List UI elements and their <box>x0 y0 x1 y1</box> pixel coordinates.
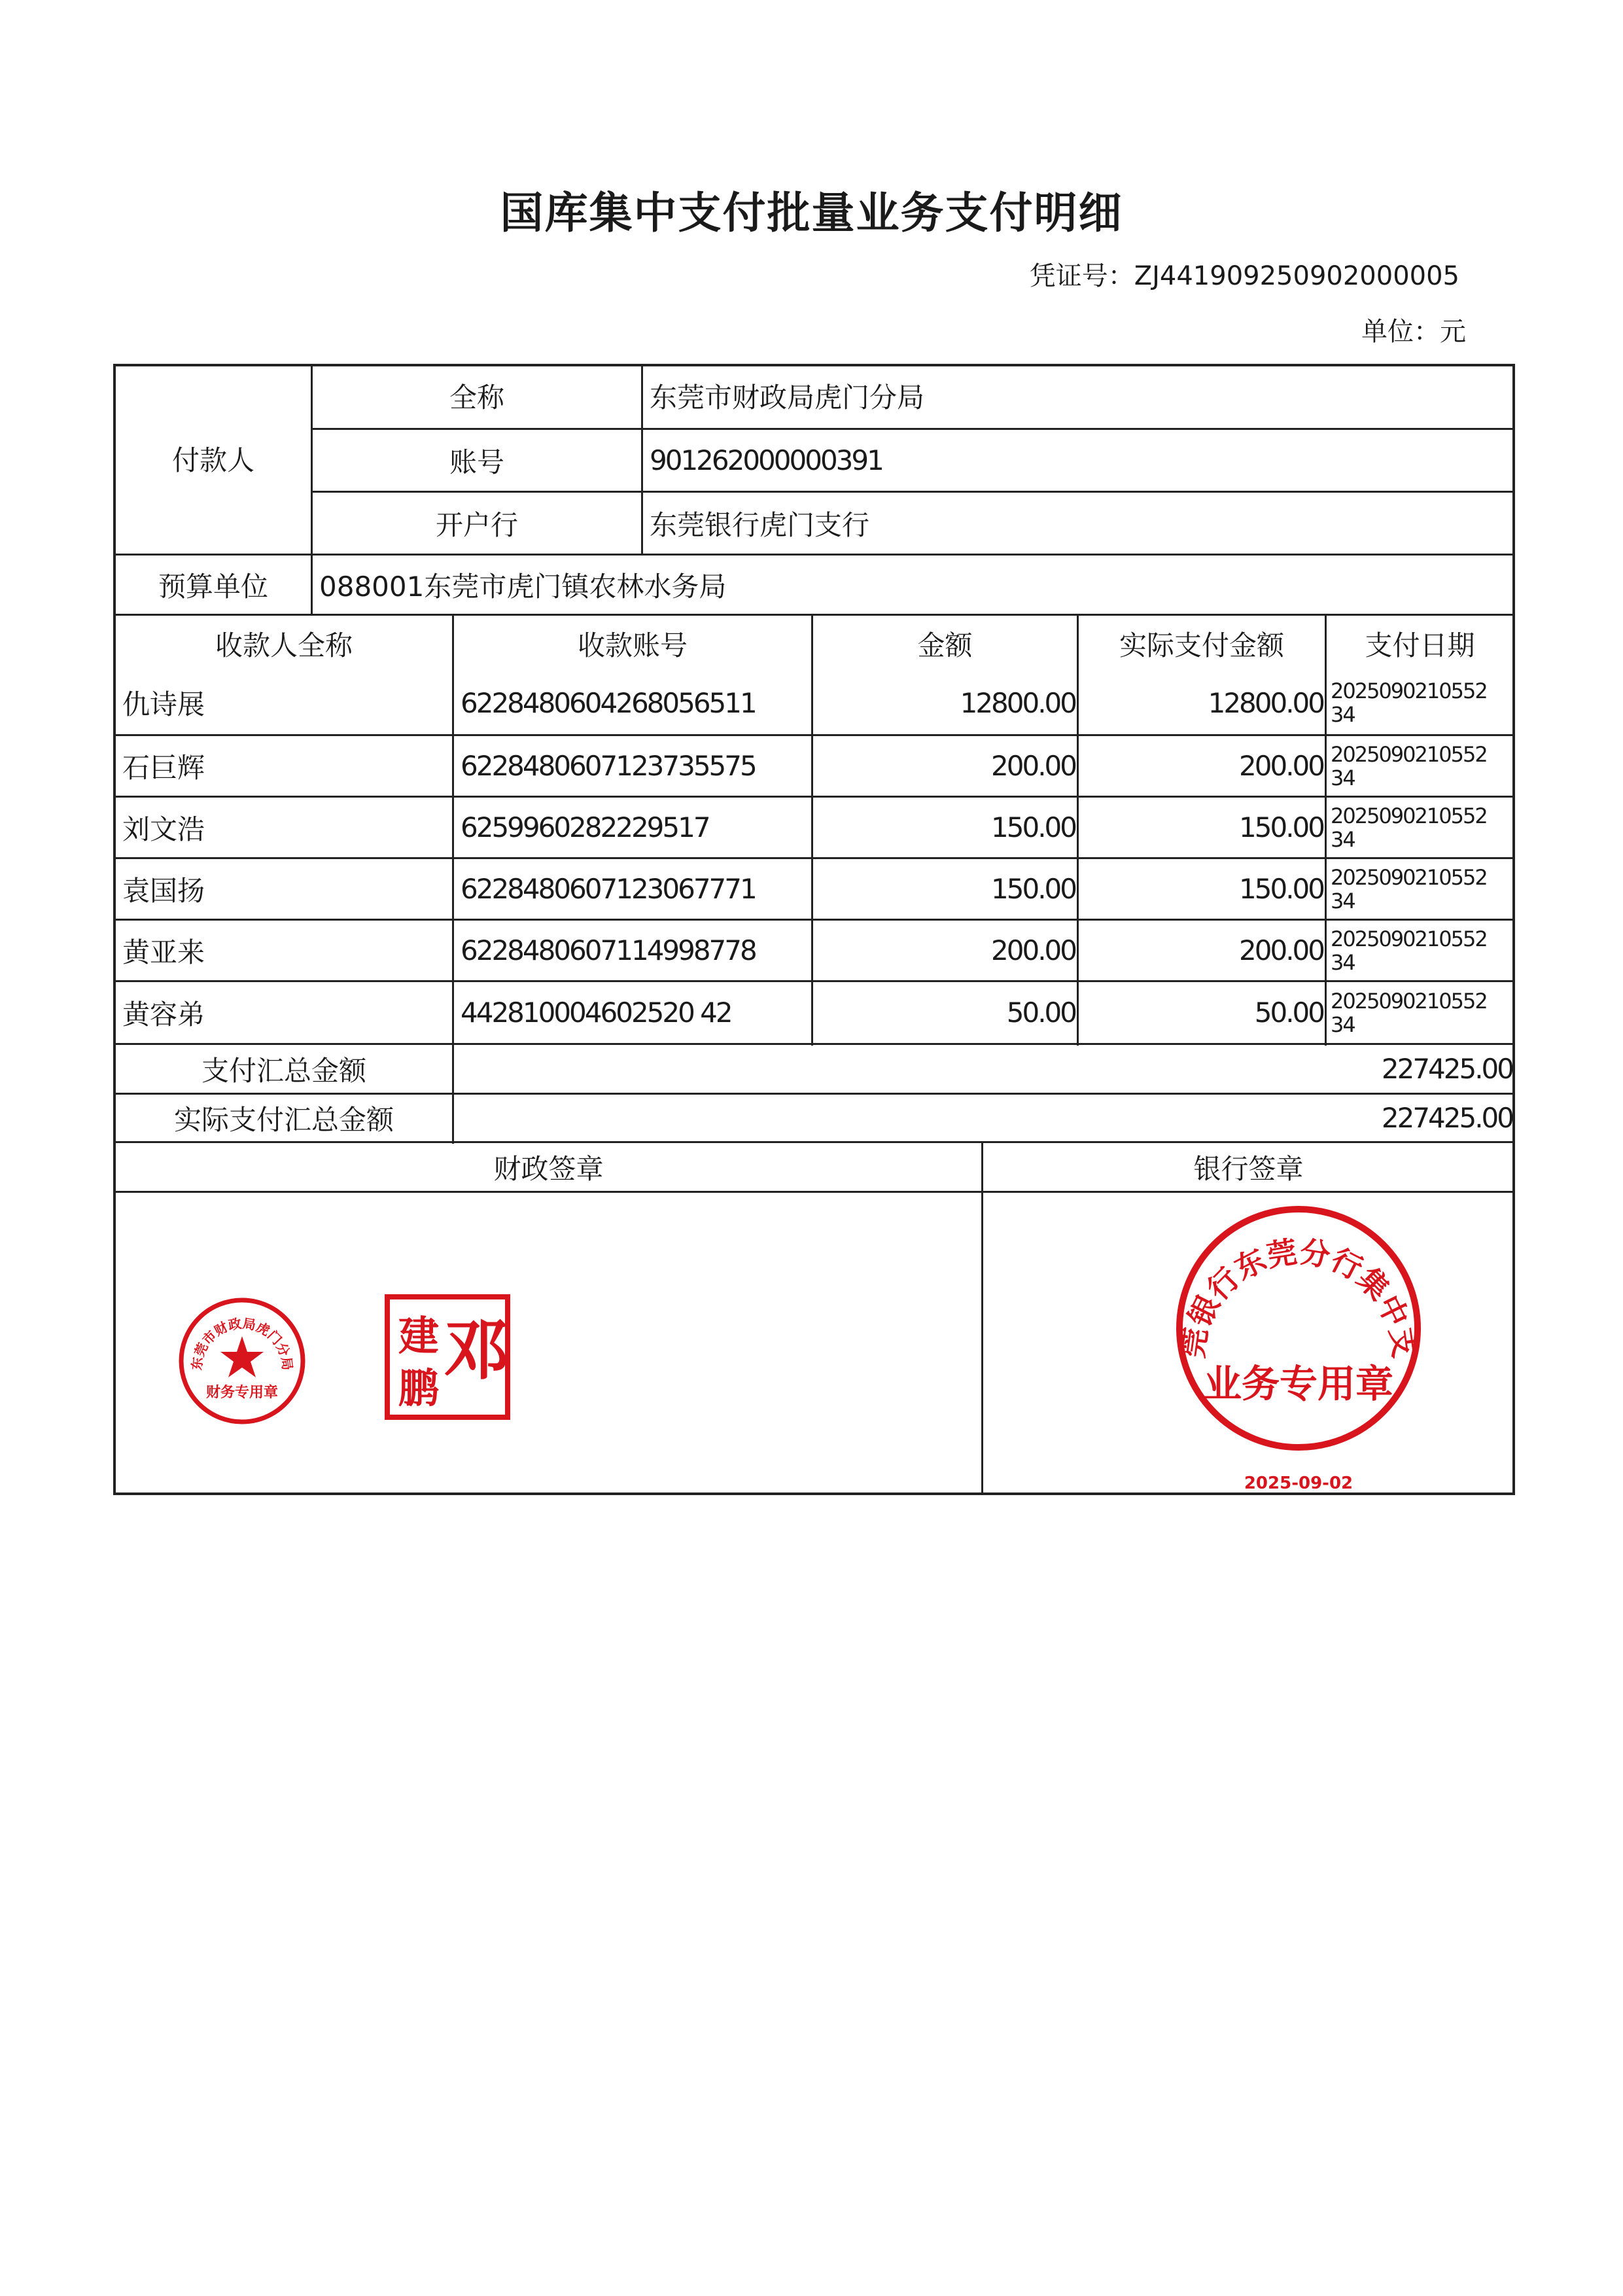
payer-bank: 东莞银行虎门支行 <box>650 508 870 541</box>
page-title: 国库集中支付批量业务支付明细 <box>500 188 1123 238</box>
svg-text:2025-09-02: 2025-09-02 <box>1244 1474 1353 1493</box>
pay-date <box>1327 859 1513 919</box>
actual-amount: 200.00 <box>1239 750 1323 782</box>
payee-name: 黄亚来 <box>122 936 205 968</box>
amount: 50.00 <box>1006 997 1075 1029</box>
actual-amount: 150.00 <box>1239 811 1323 843</box>
payee-name: 袁国扬 <box>122 874 205 907</box>
payer-bank-label: 开户行 <box>435 508 518 541</box>
payer-label: 付款人 <box>171 444 254 476</box>
budget-unit-value: 088001东莞市虎门镇农林水务局 <box>319 570 727 603</box>
pay-date-line1: 2025090210552 <box>1331 803 1487 828</box>
amount: 200.00 <box>991 934 1075 966</box>
svg-text:东莞银行东莞分行集中支付: 莞银行东莞分行集中支 <box>1174 1233 1423 1360</box>
pay-date-line2: 34 <box>1331 765 1355 790</box>
total-actual-amount: 227425.00 <box>1381 1102 1512 1134</box>
pay-date-line1: 2025090210552 <box>1331 679 1487 703</box>
total-pay-label: 支付汇总金额 <box>201 1054 366 1087</box>
svg-text:业务专用章: 业务专用章 <box>1203 1362 1394 1406</box>
payee-account: 6228480607114998778 <box>461 934 756 966</box>
pay-date-line1: 2025090210552 <box>1331 926 1487 951</box>
pay-date <box>1327 798 1513 857</box>
payee-account: 6259960282229517 <box>461 811 709 843</box>
finance-seal <box>177 1296 307 1426</box>
budget-unit-label: 预算单位 <box>158 570 268 603</box>
total-pay-amount: 227425.00 <box>1381 1053 1512 1085</box>
payer-name-label: 全称 <box>449 381 504 414</box>
payer-name: 东莞市财政局虎门分局 <box>650 381 925 414</box>
payee-name: 石巨辉 <box>122 751 205 784</box>
payee-account: 442810004602520 42 <box>461 997 731 1029</box>
pay-date <box>1327 921 1513 980</box>
pay-date-line1: 2025090210552 <box>1331 988 1487 1014</box>
pay-date <box>1327 982 1513 1043</box>
column-header-payee-name: 收款人全称 <box>215 629 353 662</box>
pay-date-line2: 34 <box>1331 888 1355 913</box>
total-actual-label: 实际支付汇总金额 <box>173 1103 394 1136</box>
payee-account: 6228480607123735575 <box>461 750 756 782</box>
svg-text:财务专用章: 财务专用章 <box>205 1384 279 1401</box>
column-header-pay-date: 支付日期 <box>1365 629 1475 662</box>
payer-account-label: 账号 <box>449 446 504 478</box>
payer-account: 901262000000391 <box>650 444 882 476</box>
payee-name: 刘文浩 <box>122 813 205 845</box>
pay-date <box>1327 671 1513 734</box>
svg-text:鹏: 鹏 <box>398 1364 440 1412</box>
payee-name: 仇诗展 <box>122 688 205 720</box>
actual-amount: 150.00 <box>1239 873 1323 905</box>
pay-date-line1: 2025090210552 <box>1331 864 1487 890</box>
amount: 200.00 <box>991 750 1075 782</box>
finance-signature-label: 财政签章 <box>493 1152 604 1185</box>
voucher-number: 凭证号：ZJ441909250902000005 <box>1029 261 1459 291</box>
column-header-actual-amount: 实际支付金额 <box>1119 629 1284 662</box>
pay-date-line1: 2025090210552 <box>1331 741 1487 767</box>
bank-seal <box>1164 1194 1433 1495</box>
pay-date-line2: 34 <box>1331 1012 1355 1037</box>
bank-signature-label: 银行签章 <box>1193 1152 1304 1185</box>
amount: 150.00 <box>991 811 1075 843</box>
svg-text:邓: 邓 <box>444 1311 509 1388</box>
amount: 150.00 <box>991 873 1075 905</box>
pay-date <box>1327 736 1513 796</box>
actual-amount: 12800.00 <box>1208 686 1323 719</box>
column-header-amount: 金额 <box>917 629 973 662</box>
payee-account: 6228480604268056511 <box>461 686 756 719</box>
payee-name: 黄容弟 <box>122 998 205 1031</box>
pay-date-line2: 34 <box>1331 702 1355 727</box>
payee-account: 6228480607123067771 <box>461 873 756 905</box>
svg-text:建: 建 <box>398 1312 440 1360</box>
actual-amount: 200.00 <box>1239 934 1323 966</box>
currency-unit: 单位：元 <box>1361 317 1466 347</box>
actual-amount: 50.00 <box>1254 997 1323 1029</box>
personal-seal <box>385 1294 510 1420</box>
pay-date-line2: 34 <box>1331 949 1355 975</box>
pay-date-line2: 34 <box>1331 826 1355 852</box>
svg-text:东莞市财政局虎门分局: 东莞市财政局虎门分局 <box>188 1315 296 1371</box>
column-header-payee-account: 收款账号 <box>577 629 688 662</box>
amount: 12800.00 <box>960 686 1075 719</box>
